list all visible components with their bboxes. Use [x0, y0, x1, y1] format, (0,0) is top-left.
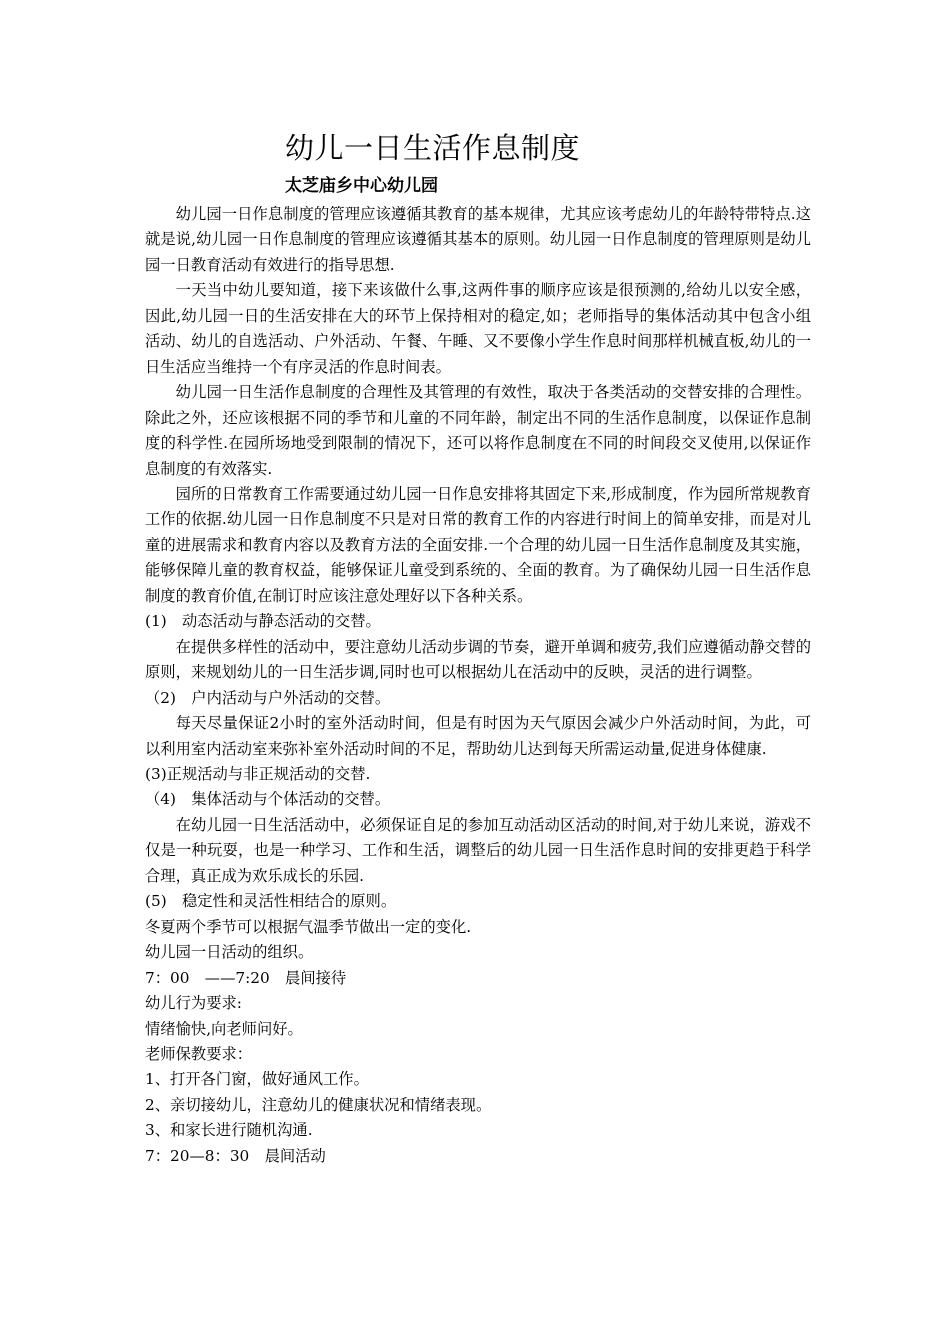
child-requirements: 情绪愉快,向老师问好。	[145, 1019, 303, 1038]
paragraph: 幼儿园一日生活作息制度的合理性及其管理的有效性，取决于各类活动的交替安排的合理性。除此之外，还应该根据不同的季节和儿童的不同年龄，制定出不同的生活作息制度，以保证作息制度的科学性.在园所场地受到限制的情况下，还可以将作息制度在不同的时间段交叉使用,以保证作息制度的有效落实.	[145, 383, 811, 478]
document-subtitle: 太芝庙乡中心幼儿园	[285, 176, 438, 196]
schedule-intro: 幼儿园一日活动的组织。	[145, 943, 314, 962]
paragraph: 幼儿园一日作息制度的管理应该遵循其教育的基本规律，尤其应该考虑幼儿的年龄特带特点.这就是说,幼儿园一日作息制度的管理应该遵循其基本的原则。幼儿园一日作息制度的管理原则是幼儿园一日教育活动有效进行的指导思想.	[145, 205, 811, 274]
item-text: 冬夏两个季节可以根据气温季节做出一定的变化.	[145, 917, 472, 936]
item-heading: (5) 稳定性和灵活性相结合的原则。	[145, 892, 397, 911]
teacher-requirement-item: 2、亲切接幼儿，注意幼儿的健康状况和情绪表现。	[145, 1095, 492, 1114]
document-title: 幼儿一日生活作息制度	[285, 131, 581, 165]
item-heading: (1) 动态活动与静态活动的交替。	[145, 612, 381, 631]
document-body	[145, 202, 811, 1169]
item-heading: (3)正规活动与非正规活动的交替.	[145, 764, 371, 783]
item-text: 每天尽量保证2小时的室外活动时间，但是有时因为天气原因会减少户外活动时间，为此，可以利用室内活动室来弥补室外活动时间的不足，帮助幼儿达到每天所需运动量,促进身体健康.	[145, 714, 811, 758]
item-text: 在提供多样性的活动中，要注意幼儿活动步调的节奏，避开单调和疲劳,我们应遵循动静交替的原则，来规划幼儿的一日生活步调,同时也可以根据幼儿在活动中的反映，灵活的进行调整。	[145, 637, 811, 682]
item-heading: （2) 户内活动与户外活动的交替。	[145, 688, 391, 707]
paragraph: 一天当中幼儿要知道，接下来该做什么事,这两件事的顺序应该是很预测的,给幼儿以安全感，因此,幼儿园一日的生活安排在大的环节上保持相对的稳定,如；老师指导的集体活动其中包含小组活动、幼儿的自选活动、户外活动、午餐、午睡、又不要像小学生作息时间那样机械直板,幼儿的一日生活应当维持一个有序灵活的作息时间表。	[145, 281, 811, 376]
teacher-requirement-item: 1、打开各门窗，做好通风工作。	[145, 1070, 369, 1089]
item-heading: （4) 集体活动与个体活动的交替。	[145, 790, 391, 809]
paragraph: 园所的日常教育工作需要通过幼儿园一日作息安排将其固定下来,形成制度，作为园所常规教育工作的依据.幼儿园一日作息制度不只是对日常的教育工作的内容进行时间上的简单安排，而是对儿童的进展需求和教育内容以及教育方法的全面安排.一个合理的幼儿园一日生活作息制度及其实施，能够保障儿童的教育权益，能够保证儿童受到系统的、全面的教育。为了确保幼儿园一日生活作息制度的教育价值,在制订时应该注意处理好以下各种关系。	[145, 484, 811, 605]
schedule-slot: 7：20—8：30 晨间活动	[145, 1146, 326, 1165]
item-text: 在幼儿园一日生活活动中，必须保证自足的参加互动活动区活动的时间,对于幼儿来说，游戏不仅是一种玩耍，也是一种学习、工作和生活，调整后的幼儿园一日生活作息时间的安排更趋于科学合理，真正成为欢乐成长的乐园.	[145, 815, 811, 885]
teacher-requirement-item: 3、和家长进行随机沟通.	[145, 1121, 313, 1140]
child-requirements-label: 幼儿行为要求:	[145, 994, 242, 1013]
teacher-requirements-label: 老师保教要求：	[145, 1044, 253, 1063]
schedule-slot: 7：00 ——7:20 晨间接待	[145, 968, 347, 987]
